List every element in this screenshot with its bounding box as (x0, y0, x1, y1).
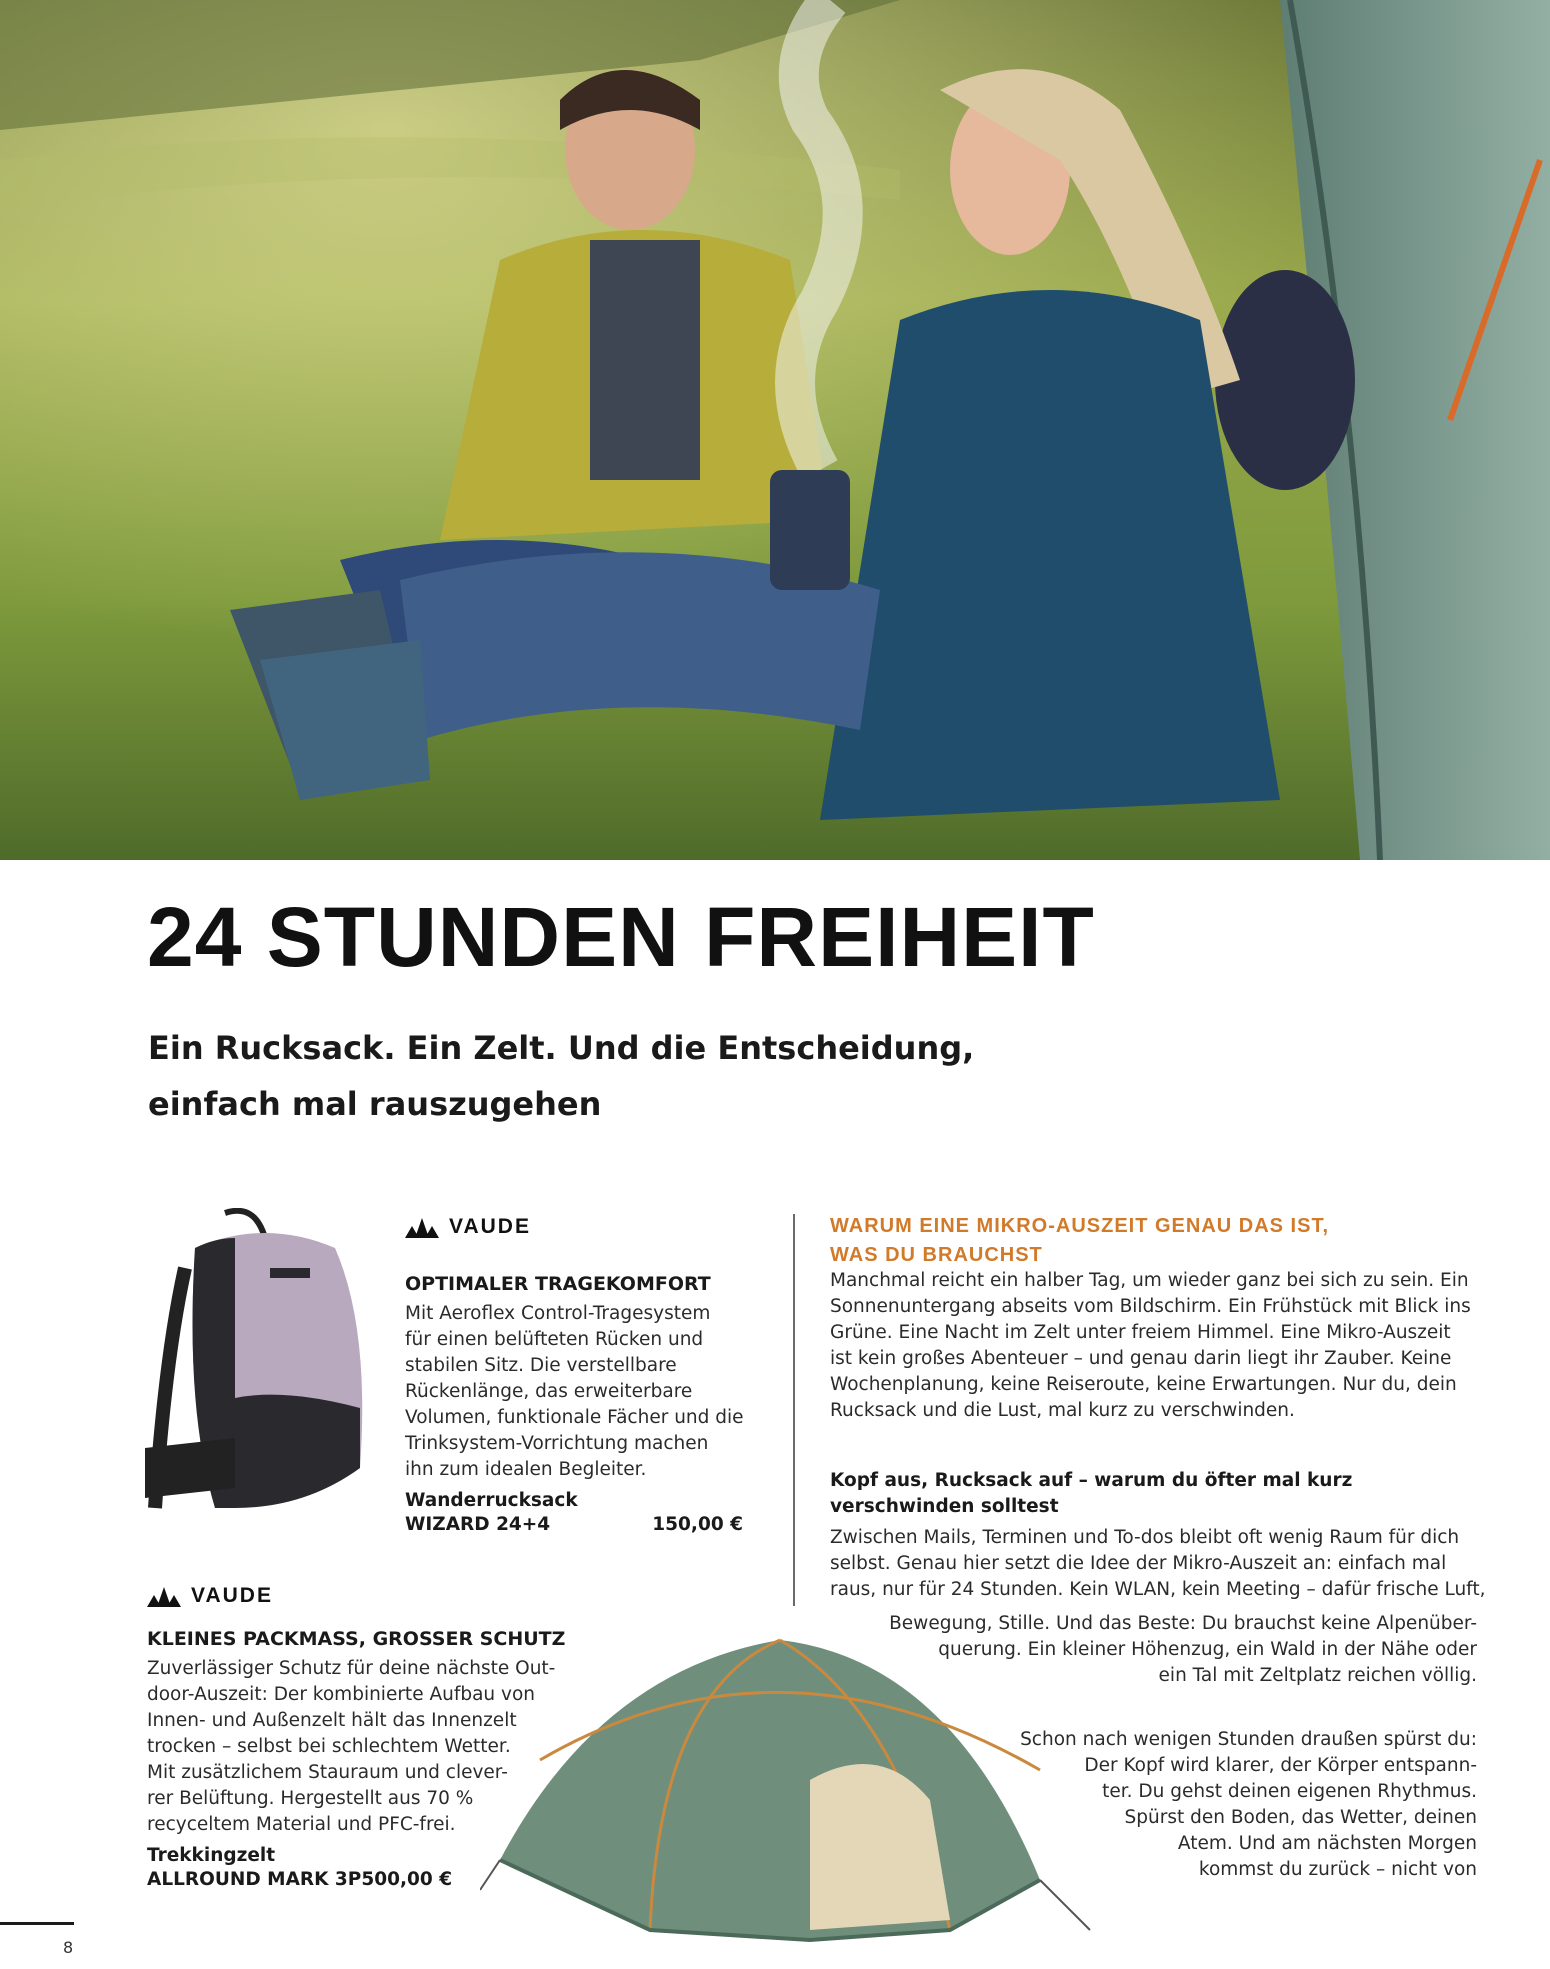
text-line: Innen- und Außenzelt hält das Innenzelt (147, 1710, 517, 1731)
subheadline-line: einfach mal rauszugehen (148, 1085, 602, 1123)
page-number: 8 (63, 1938, 74, 1957)
text-line: ein Tal mit Zeltplatz reichen völlig. (1158, 1665, 1477, 1686)
article-paragraph-2-continued (889, 1611, 1477, 1689)
text-line: door-Auszeit: Der kombinierte Aufbau von (147, 1684, 536, 1705)
text-line: Bewegung, Stille. Und das Beste: Du brauchst keine Alpenüber- (889, 1613, 1477, 1634)
backpack-price: 150,00 € (652, 1514, 743, 1535)
subheadline-line: Ein Rucksack. Ein Zelt. Und die Entscheidung, (148, 1029, 975, 1067)
backpack-category: Wanderrucksack (405, 1490, 578, 1511)
text-line: Trinksystem-Vorrichtung machen (405, 1433, 709, 1454)
text-line: Spürst den Boden, das Wetter, deinen (1124, 1807, 1477, 1828)
article-subheading (830, 1468, 1352, 1520)
text-line: Sonnenuntergang abseits vom Bildschirm. Ein Frühstück mit Blick ins (830, 1296, 1471, 1317)
article-paragraph-2 (830, 1525, 1486, 1603)
subheadline (148, 1020, 974, 1132)
text-line: Rückenlänge, das erweiterbare (405, 1381, 693, 1402)
vaude-mountain-icon (147, 1585, 181, 1607)
backpack-brand-logo (405, 1215, 531, 1239)
text-line: stabilen Sitz. Die verstellbare (405, 1355, 677, 1376)
page-number-rule (0, 1922, 74, 1925)
text-line: Mit zusätzlichem Stauraum und clever- (147, 1762, 508, 1783)
text-line: Wochenplanung, keine Reiseroute, keine Erwartungen. Nur du, dein (830, 1374, 1457, 1395)
article-heading (830, 1212, 1329, 1270)
column-divider (793, 1214, 795, 1606)
text-line: kommst du zurück – nicht von (1198, 1859, 1477, 1880)
backpack-image (125, 1208, 370, 1543)
text-line: Grüne. Eine Nacht im Zelt unter freiem Himmel. Eine Mikro-Auszeit (830, 1322, 1451, 1343)
hero-photo (0, 0, 1550, 860)
tent-title: KLEINES PACKMASS, GROSSER SCHUTZ (147, 1628, 566, 1650)
backpack-title: OPTIMALER TRAGEKOMFORT (405, 1273, 711, 1295)
text-line: querung. Ein kleiner Höhenzug, ein Wald in der Nähe oder (938, 1639, 1477, 1660)
text-line: Schon nach wenigen Stunden draußen spürst du: (1020, 1729, 1477, 1750)
heading-line: WARUM EINE MIKRO-AUSZEIT GENAU DAS IST, (830, 1215, 1330, 1237)
tent-price-row (147, 1869, 452, 1890)
page-title: 24 STUNDEN FREIHEIT (147, 890, 1095, 984)
text-line: Der Kopf wird klarer, der Körper entspann- (1084, 1755, 1477, 1776)
text-line: für einen belüfteten Rücken und (405, 1329, 704, 1350)
text-line: recyceltem Material und PFC-frei. (147, 1814, 456, 1835)
text-line: verschwinden solltest (830, 1496, 1059, 1517)
text-line: Manchmal reicht ein halber Tag, um wieder ganz bei sich zu sein. Ein (830, 1270, 1469, 1291)
heading-line: WAS DU BRAUCHST (830, 1244, 1043, 1266)
tent-name: ALLROUND MARK 3P (147, 1869, 362, 1890)
vaude-mountain-icon (405, 1216, 439, 1238)
brand-name: VAUDE (449, 1215, 531, 1238)
backpack-price-row (405, 1514, 743, 1535)
text-line: Volumen, funktionale Fächer und die (405, 1407, 744, 1428)
text-line: selbst. Genau hier setzt die Idee der Mikro-Auszeit an: einfach mal (830, 1553, 1447, 1574)
text-line: Zuverlässiger Schutz für deine nächste Out- (147, 1658, 556, 1679)
text-line: ist kein großes Abenteuer – und genau darin liegt ihr Zauber. Keine (830, 1348, 1452, 1369)
text-line: trocken – selbst bei schlechtem Wetter. (147, 1736, 511, 1757)
article-paragraph-3 (1020, 1727, 1477, 1883)
text-line: rer Belüftung. Hergestellt aus 70 % (147, 1788, 474, 1809)
tent-brand-logo (147, 1584, 273, 1608)
text-line: raus, nur für 24 Stunden. Kein WLAN, kein Meeting – dafür frische Luft, (830, 1579, 1486, 1600)
backpack-description (405, 1301, 744, 1483)
text-line: Kopf aus, Rucksack auf – warum du öfter mal kurz (830, 1470, 1353, 1491)
text-line: Mit Aeroflex Control-Tragesystem (405, 1303, 711, 1324)
article-paragraph-1 (830, 1268, 1471, 1424)
tent-category: Trekkingzelt (147, 1845, 276, 1866)
text-line: Zwischen Mails, Terminen und To-dos bleibt oft wenig Raum für dich (830, 1527, 1460, 1548)
text-line: ter. Du gehst deinen eigenen Rhythmus. (1102, 1781, 1477, 1802)
backpack-name: WIZARD 24+4 (405, 1514, 551, 1535)
brand-name: VAUDE (191, 1584, 273, 1607)
tent-price: 500,00 € (361, 1869, 453, 1890)
text-line: Atem. Und am nächsten Morgen (1177, 1833, 1477, 1854)
text-line: ihn zum idealen Begleiter. (405, 1459, 647, 1480)
text-line: Rucksack und die Lust, mal kurz zu verschwinden. (830, 1400, 1295, 1421)
